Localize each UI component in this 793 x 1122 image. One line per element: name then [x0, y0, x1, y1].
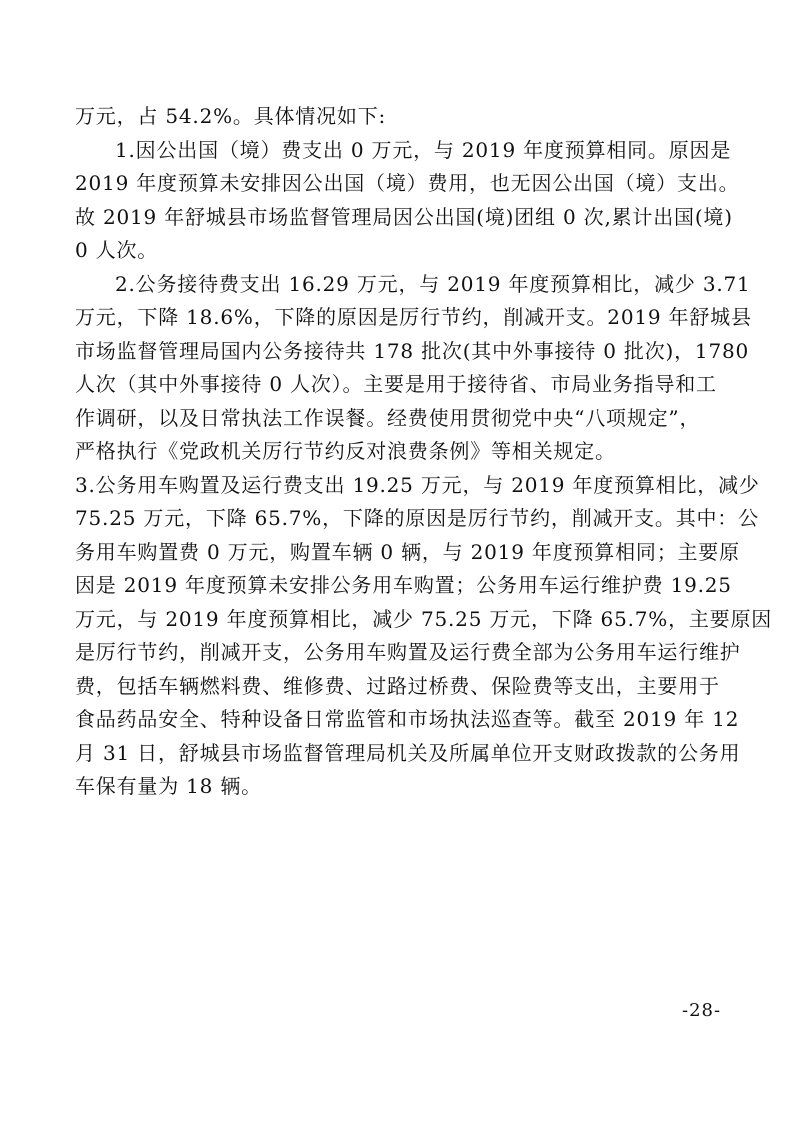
text-line: 费，包括车辆燃料费、维修费、过路过桥费、保险费等支出，主要用于	[75, 673, 720, 698]
text-line: 月 31 日，舒城县市场监督管理局机关及所属单位开支财政拨款的公务用	[75, 740, 741, 765]
page-number: -28-	[682, 1000, 722, 1021]
text-line: 车保有量为 18 辆。	[75, 774, 262, 798]
text-line: 市场监督管理局国内公务接待共 178 批次(其中外事接待 0 批次)，1780	[75, 338, 750, 363]
text-line: 食品药品安全、特种设备日常监管和市场执法巡查等。截至 2019 年 12	[75, 707, 740, 731]
text-line: 务用车购置费 0 万元，购置车辆 0 辆，与 2019 年度预算相同；主要原	[75, 539, 740, 564]
text-line: 万元，占 54.2%。具体情况如下:	[75, 104, 387, 128]
text-line: 万元，下降 18.6%，下降的原因是厉行节约，削减开支。2019 年舒城县	[75, 305, 752, 329]
text-line: 严格执行《党政机关厉行节约反对浪费条例》等相关规定。	[75, 439, 616, 463]
text-line: 2.公务接待费支出 16.29 万元，与 2019 年度预算相比，减少 3.71	[115, 271, 751, 296]
text-line: 作调研，以及日常执法工作误餐。经费使用贯彻党中央“八项规定”，	[75, 405, 701, 430]
text-line: 是厉行节约，削减开支，公务用车购置及运行费全部为公务用车运行维护	[75, 640, 741, 664]
text-line: 2019 年度预算未安排因公出国（境）费用，也无因公出国（境）支出。	[75, 171, 740, 195]
text-line: 0 人次。	[75, 238, 159, 262]
text-line: 3.公务用车购置及运行费支出 19.25 万元，与 2019 年度预算相比，减少	[75, 472, 760, 497]
document-body	[75, 100, 773, 804]
text-line: 万元，与 2019 年度预算相比，减少 75.25 万元，下降 65.7%，主要原因	[75, 606, 773, 631]
text-line: 故 2019 年舒城县市场监督管理局因公出国(境)团组 0 次,累计出国(境)	[75, 204, 733, 229]
text-line: 75.25 万元，下降 65.7%，下降的原因是厉行节约，削减开支。其中：公	[75, 506, 759, 530]
text-line: 人次（其中外事接待 0 人次）。主要是用于接待省、市局业务指导和工	[75, 372, 717, 396]
text-line: 1.因公出国（境）费支出 0 万元，与 2019 年度预算相同。原因是	[115, 137, 732, 162]
text-line: 因是 2019 年度预算未安排公务用车购置；公务用车运行维护费 19.25	[75, 573, 732, 597]
